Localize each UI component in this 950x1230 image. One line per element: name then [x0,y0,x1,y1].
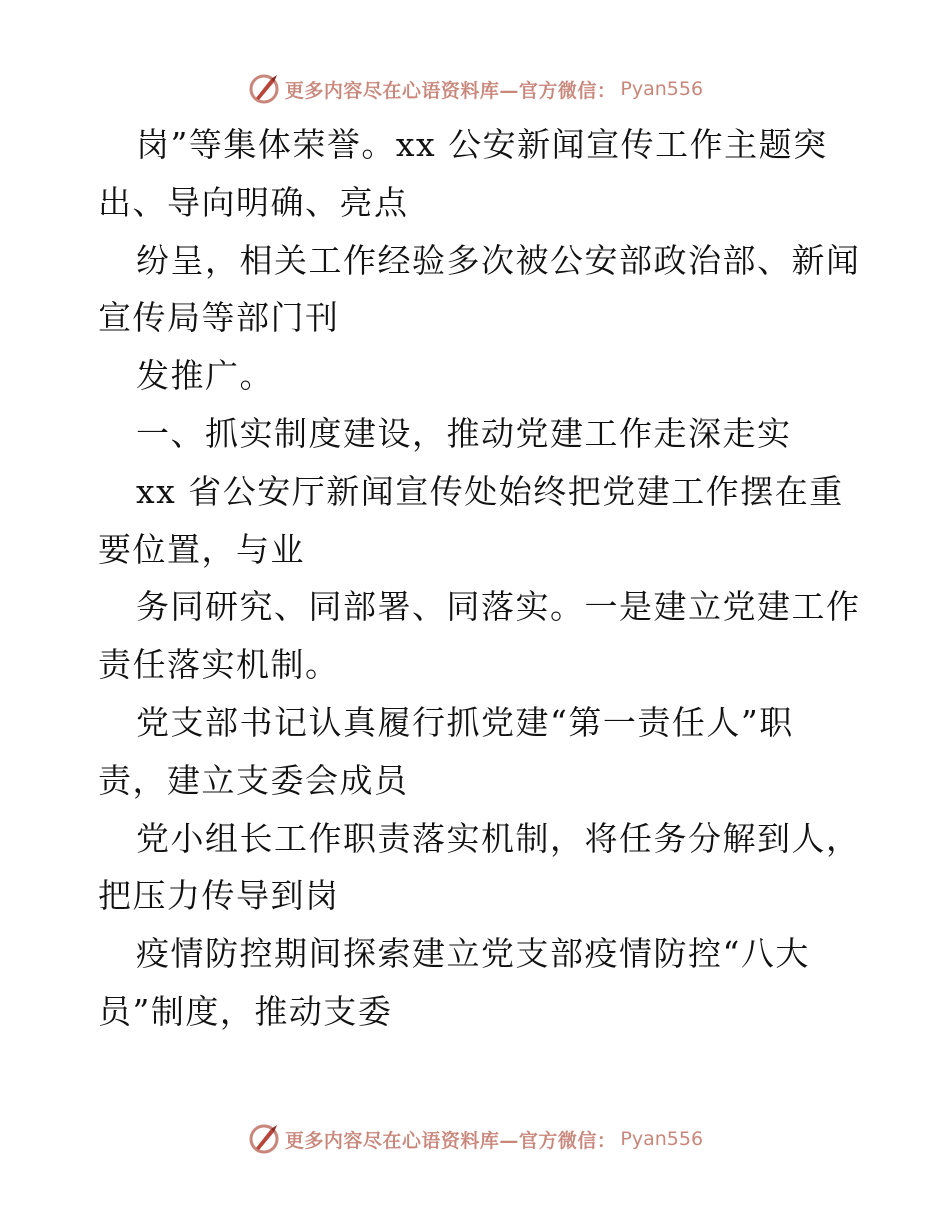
text-line: 出、导向明确、亮点 [98,182,409,222]
text-line: 发推广。 [136,356,274,396]
document-body [98,116,861,1041]
text-line: 责任落实机制。 [98,645,340,685]
quill-pen-logo-icon [247,1122,281,1156]
banner-wechat-id: Pyan556 [620,78,704,100]
text-line: 要位置，与业 [98,529,305,569]
header-watermark-banner [0,72,950,106]
quill-pen-logo-icon [247,72,281,106]
text-line: 务同研究、同部署、同落实。一是建立党建工作 [136,587,861,627]
text-line: xx 省公安厅新闻宣传处始终把党建工作摆在重 [136,471,844,511]
section-heading: 一、抓实制度建设，推动党建工作走深走实 [136,413,792,453]
banner-wechat-id: Pyan556 [620,1128,704,1150]
text-line: 党小组长工作职责落实机制，将任务分解到人， [136,818,861,858]
footer-watermark-banner [0,1122,950,1156]
text-line: 把压力传导到岗 [98,876,340,916]
banner-main-text: 更多内容尽在心语资料库—官方微信： [284,1129,617,1152]
text-line: 岗”等集体荣誉。xx 公安新闻宣传工作主题突 [136,125,828,164]
text-line: 宣传局等部门刊 [98,298,340,338]
text-line: 疫情防控期间探索建立党支部疫情防控“八大 [136,934,810,974]
text-line: 员”制度，推动支委 [98,991,393,1031]
text-line: 责，建立支委会成员 [98,760,409,800]
text-line: 党支部书记认真履行抓党建“第一责任人”职 [136,702,794,742]
banner-main-text: 更多内容尽在心语资料库—官方微信： [284,79,617,102]
text-line: 纷呈，相关工作经验多次被公安部政治部、新闻 [136,240,861,280]
